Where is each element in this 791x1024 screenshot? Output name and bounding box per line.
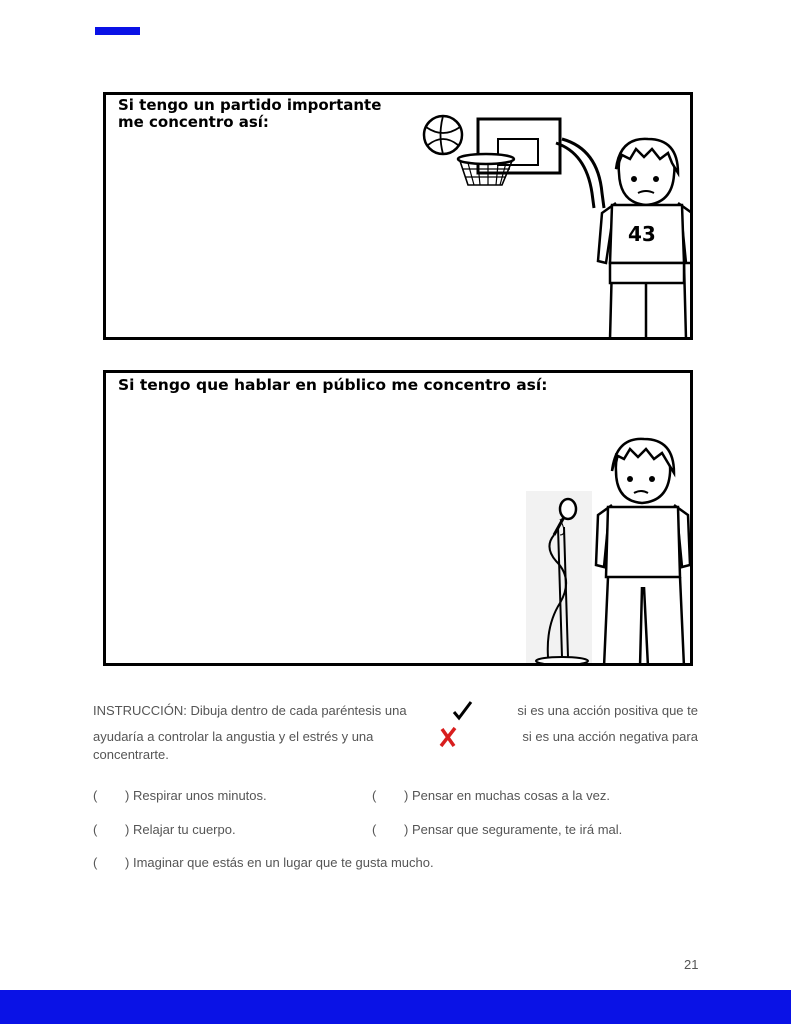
panel-basketball — [103, 92, 693, 340]
instruction-text: si es una acción negativa para — [522, 729, 698, 744]
item-text: Relajar tu cuerpo. — [132, 822, 236, 837]
top-accent-bar — [95, 27, 140, 35]
close-paren: ) — [125, 822, 130, 837]
page-number: 21 — [684, 957, 699, 972]
basketball-hoop-icon — [458, 119, 604, 208]
speaking-boy-illustration — [524, 435, 692, 666]
list-item[interactable] — [93, 822, 236, 837]
basketball-boy-illustration — [416, 113, 693, 339]
open-paren: ( — [93, 822, 98, 837]
list-item[interactable] — [372, 822, 622, 837]
close-paren: ) — [404, 788, 409, 803]
boy-figure — [596, 439, 690, 666]
instruction-line-1 — [93, 698, 698, 724]
list-item[interactable] — [372, 788, 610, 803]
panel-caption: Si tengo que hablar en público me concentro así: — [118, 376, 548, 394]
instruction-paragraph — [93, 698, 698, 764]
open-paren: ( — [93, 855, 98, 870]
close-paren: ) — [125, 788, 130, 803]
close-paren: ) — [125, 855, 130, 870]
instruction-text: INSTRUCCIÓN: Dibuja dentro de cada paréntesis una — [93, 703, 407, 718]
instruction-text: si es una acción positiva que te — [517, 703, 698, 718]
basketball-icon — [424, 116, 462, 154]
panel-public-speaking — [103, 370, 693, 666]
bottom-accent-bar — [0, 990, 791, 1024]
close-paren: ) — [404, 822, 409, 837]
jersey-number: 43 — [628, 222, 656, 246]
open-paren: ( — [372, 788, 377, 803]
panel-caption: Si tengo un partido importante me concentro así: — [118, 96, 382, 131]
instruction-text: concentrarte. — [93, 747, 169, 762]
cross-mark-icon — [437, 726, 459, 748]
item-text: Respirar unos minutos. — [132, 788, 267, 803]
boy-figure — [598, 139, 693, 339]
open-paren: ( — [372, 822, 377, 837]
instruction-text: ayudaría a controlar la angustia y el estrés y una — [93, 729, 374, 744]
open-paren: ( — [93, 788, 98, 803]
microphone-icon — [526, 491, 592, 666]
item-text: Pensar en muchas cosas a la vez. — [411, 788, 610, 803]
item-text: Imaginar que estás en un lugar que te gusta mucho. — [132, 855, 434, 870]
list-item[interactable] — [93, 855, 434, 870]
check-mark-icon — [451, 700, 473, 722]
list-item[interactable] — [93, 788, 267, 803]
item-text: Pensar que seguramente, te irá mal. — [411, 822, 623, 837]
